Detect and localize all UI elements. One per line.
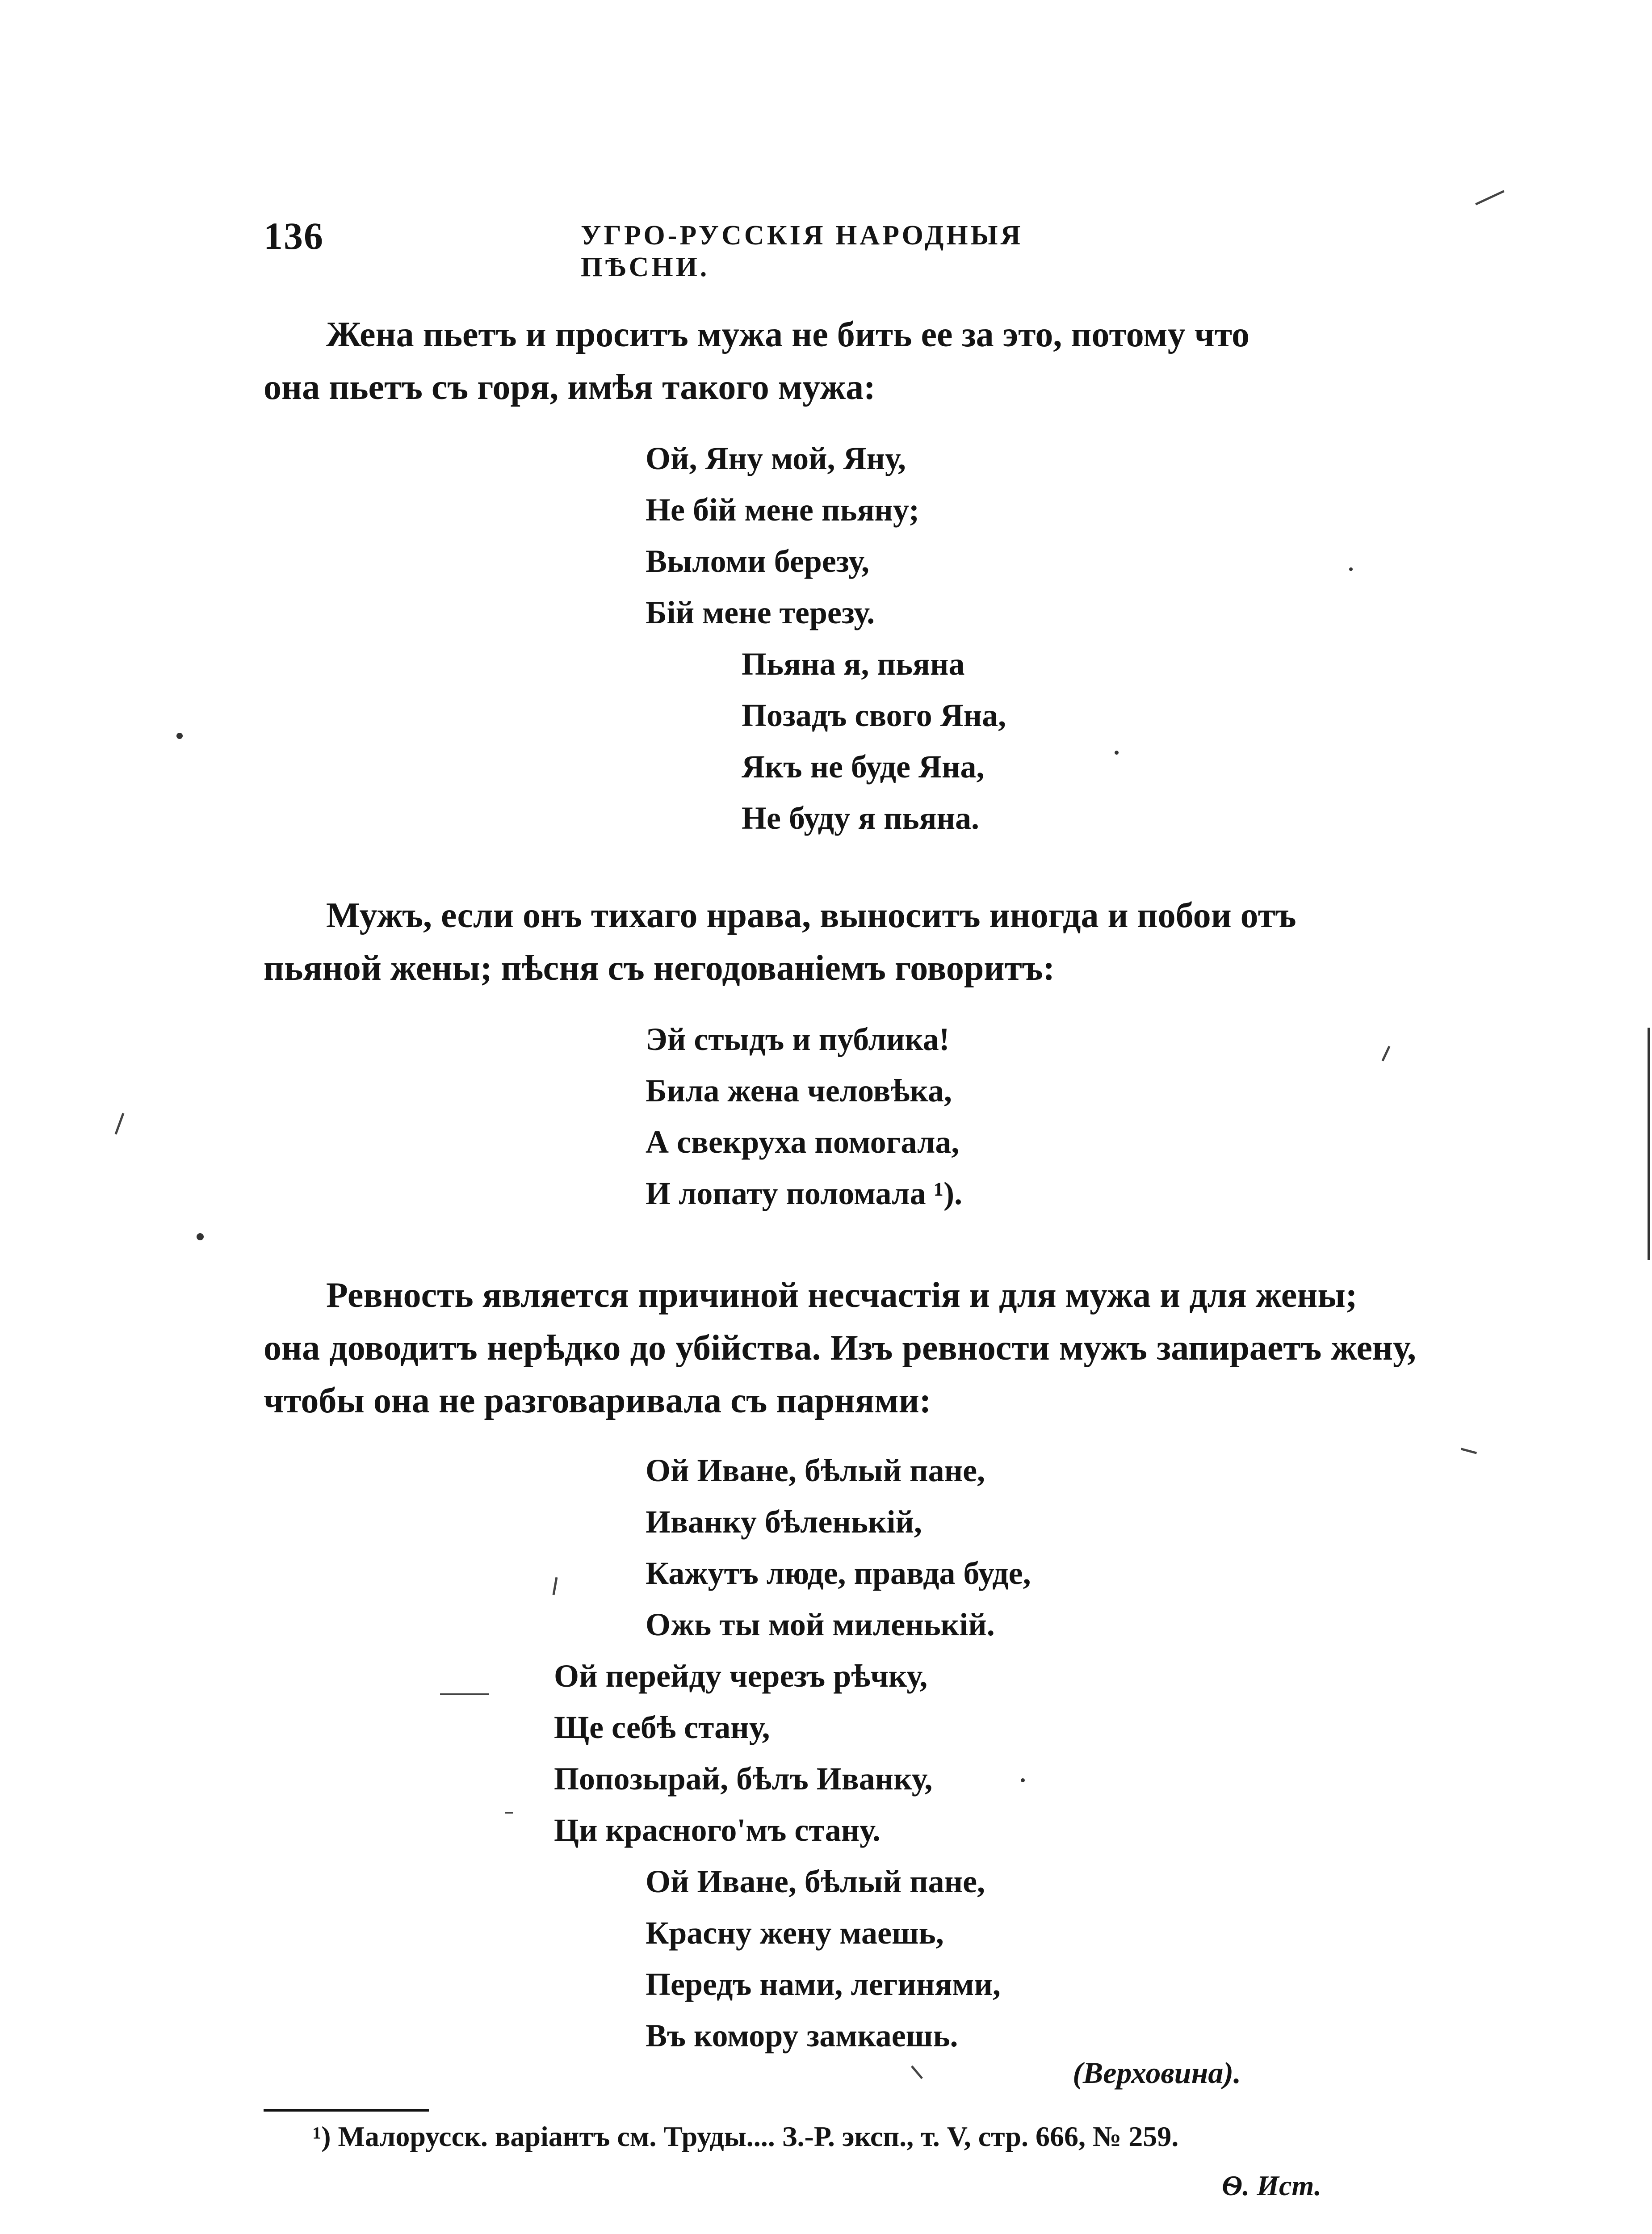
verse-line: Пьяна я, пьяна — [742, 646, 965, 682]
paragraph-2-line-2: пьяной жены; пѣсня съ негодованіемъ говоритъ: — [264, 949, 1055, 988]
song-source: (Верховина). — [1073, 2056, 1241, 2090]
verse-line: Эй стыдъ и публика! — [646, 1021, 950, 1057]
verse-line: Не буду я пьяна. — [742, 800, 980, 836]
verse-line: Ой Иване, бѣлый пане, — [646, 1864, 985, 1899]
scan-speck — [1021, 1778, 1025, 1782]
paragraph-3-line-2: она доводитъ нерѣдко до убійства. Изъ ревности мужъ запираетъ — [264, 1328, 1322, 1368]
footnote-divider — [264, 2109, 429, 2112]
song-3 — [554, 1452, 1135, 2069]
song-1 — [646, 440, 1092, 851]
scan-mark — [1461, 1448, 1477, 1454]
running-title: УГРО-РУССКІЯ НАРОДНЫЯ ПѢСНИ. — [581, 220, 1023, 282]
paragraph-1-line-2: она пьетъ съ горя, имѣя такого мужа: — [264, 368, 876, 407]
song-2 — [646, 1021, 1092, 1226]
verse-line: А свекруха помогала, — [646, 1124, 960, 1160]
verse-line: Била жена человѣка, — [646, 1073, 952, 1109]
scan-mark — [1475, 190, 1505, 205]
paragraph-3-line-3: жену, чтобы она не разговаривала съ парнями: — [264, 1328, 1417, 1420]
verse-line: Иванку бѣленькій, — [646, 1504, 922, 1540]
scan-mark — [1382, 1046, 1391, 1062]
page-header — [264, 214, 1157, 282]
scan-speck — [197, 1233, 204, 1240]
scan-speck — [176, 733, 183, 739]
paragraph-1-line-1: Жена пьетъ и проситъ мужа не бить ее за это, потому что — [326, 315, 1250, 354]
verse-line: Ще себѣ стану, — [554, 1709, 770, 1745]
verse-line: Якъ не буде Яна, — [742, 749, 985, 785]
verse-line: Передъ нами, легинями, — [646, 1966, 1001, 2002]
scan-mark — [505, 1812, 513, 1814]
verse-line: Ожь ты мой миленькій. — [646, 1607, 995, 1642]
verse-line: Ци красного'мъ стану. — [554, 1812, 881, 1848]
verse-line: Ой перейду черезъ рѣчку, — [554, 1658, 928, 1694]
scan-mark — [440, 1693, 489, 1695]
verse-line: Выломи березу, — [646, 543, 870, 579]
paragraph-3-line-1: Ревность является причиной несчастія и для мужа и для жены; — [326, 1276, 1358, 1315]
scan-speck — [1115, 751, 1119, 755]
paragraph-3 — [264, 1269, 1416, 1427]
footnote-signature: Ѳ. Ист. — [1222, 2170, 1321, 2201]
verse-line: Позадъ свого Яна, — [742, 697, 1006, 733]
verse-line: Ой Иване, бѣлый пане, — [646, 1453, 985, 1488]
paragraph-2-line-1: Мужъ, если онъ тихаго нрава, выноситъ иногда и побои отъ — [326, 896, 1296, 935]
verse-line: Красну жену маешь, — [646, 1915, 944, 1951]
verse-line: Не бій мене пьяну; — [646, 492, 919, 528]
verse-line: И лопату поломала ¹). — [646, 1176, 963, 1211]
footnote: ¹) Малорусск. варіантъ см. Труды.... З.-Р. эксп., т. V, стр. 666, № 259. — [313, 2121, 1179, 2152]
scan-speck — [1349, 567, 1353, 571]
scan-edge — [1648, 1028, 1650, 1260]
paragraph-2 — [264, 889, 1416, 995]
paragraph-1 — [264, 308, 1416, 414]
verse-line: Попозырай, бѣлъ Иванку, — [554, 1761, 933, 1797]
page-number: 136 — [264, 214, 324, 257]
verse-line: Кажутъ люде, правда буде, — [646, 1555, 1031, 1591]
verse-line: Ой, Яну мой, Яну, — [646, 441, 906, 476]
verse-line: Въ комору замкаешь. — [646, 2018, 958, 2053]
scan-mark — [115, 1113, 125, 1135]
verse-line: Бій мене терезу. — [646, 595, 875, 630]
